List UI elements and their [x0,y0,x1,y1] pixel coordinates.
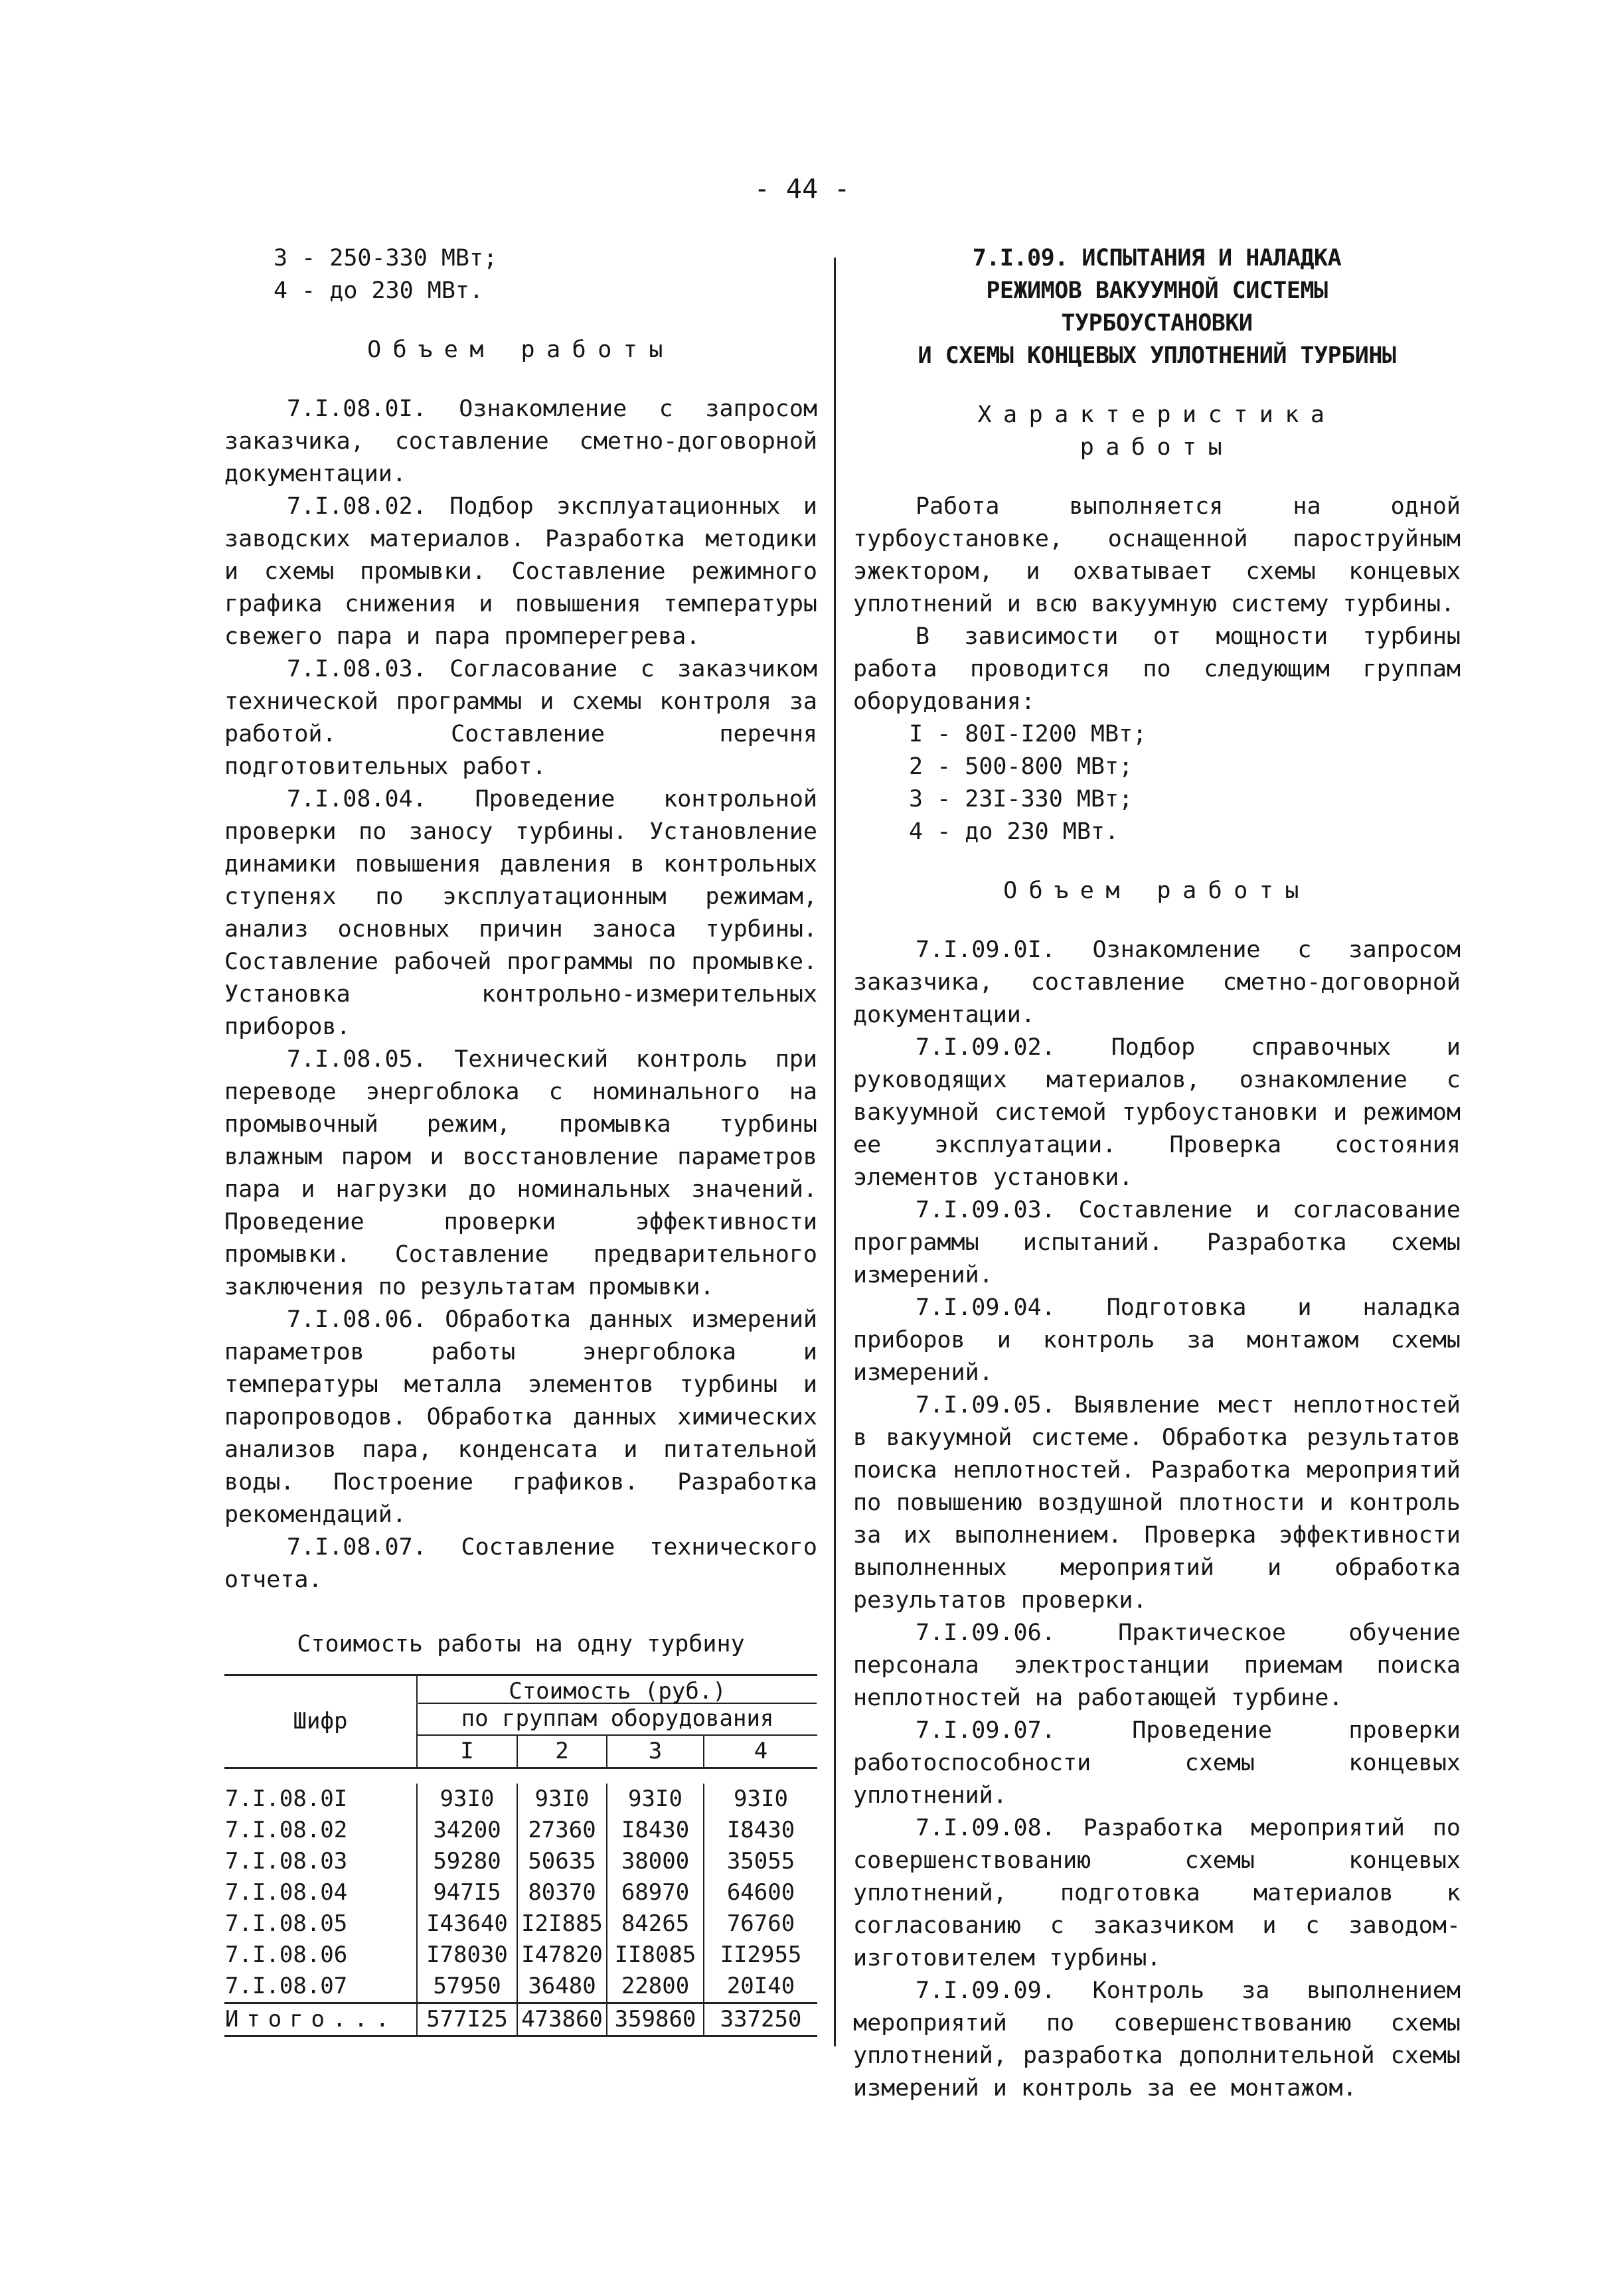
total-label: Итого... [225,2006,397,2032]
total-cost: 473860 [517,2003,607,2036]
total-cost: 577I25 [417,2003,517,2036]
table-caption: Стоимость работы на одну турбину [297,1631,745,1657]
row-cost: 27360 [517,1815,607,1846]
table-row [224,1877,817,1908]
row-cost: 35055 [704,1846,817,1877]
characteristic-heading: работы [1080,434,1234,461]
work-item: 7.I.08.02. Подбор эксплуатационных и заводских материалов. Разработка методики и схемы промывки. Составление режимного графика снижения и повышения температуры свежего пара и пара промперегрева. [224,493,817,650]
row-code: 7.I.08.05 [225,1910,348,1937]
work-item: 7.I.08.03. Согласование с заказчиком технической программы и схемы контроля за работой. Составление перечня подготовительных работ. [224,656,817,780]
work-item: 7.I.09.08. Разработка мероприятий по совершенствованию схемы концевых уплотнений, подготовка материалов к согласованию с заказчиком и с заводом-изготовителем турбины. [853,1815,1461,1971]
row-code: 7.I.08.07 [225,1973,348,1999]
work-item: 7.I.09.04. Подготовка и наладка приборов и контроль за монтажом схемы измерений. [853,1294,1461,1386]
table-row [224,1940,817,1971]
header-group-2: 2 [517,1735,607,1768]
row-cost: 93I0 [417,1784,517,1815]
work-item: 7.I.09.02. Подбор справочных и руководящих материалов, ознакомление с вакуумной системой турбоустановки и режимом ее эксплуатации. Проверка состояния элементов установки. [853,1034,1461,1191]
row-cost: 93I0 [704,1784,817,1815]
row-cost: II8085 [607,1940,704,1971]
row-cost: II2955 [704,1940,817,1971]
row-code: 7.I.08.02 [225,1817,348,1843]
row-cost: 50635 [517,1846,607,1877]
row-cost: 80370 [517,1877,607,1908]
right-column [853,242,1461,2105]
header-groups-label: по группам оборудования [418,1703,817,1734]
table-row [224,1908,817,1940]
row-cost: 20I40 [704,1971,817,2003]
row-cost: 64600 [704,1877,817,1908]
work-item: 7.I.08.06. Обработка данных измерений параметров работы энергоблока и температуры металла элементов турбины и паропроводов. Обработка данных химических анализов пара, конденсата и питательной воды. Построение графиков. Разработка рекомендаций. [224,1306,817,1528]
left-column [224,242,817,2037]
description-paragraph: В зависимости от мощности турбины работа проводится по следующим группам оборудования: [853,623,1461,715]
work-item: 7.I.08.04. Проведение контрольной проверки по заносу турбины. Установление динамики повышения давления в контрольных ступенях по эксплуатационным режимам, анализ основных причин заноса турбины. Составление рабочей программы по промывке. Установка контрольно-измерительных приборов. [224,786,817,1040]
row-cost: 84265 [607,1908,704,1940]
group-item: 4 - до 230 МВт. [909,818,1119,845]
row-code: 7.I.08.03 [225,1848,348,1875]
header-cost-label: Стоимость (руб.) [509,1678,726,1705]
row-cost: I43640 [417,1908,517,1940]
scope-heading: Объем работы [1003,878,1311,904]
total-cost: 337250 [704,2003,817,2036]
work-item: 7.I.09.07. Проведение проверки работоспособности схемы концевых уплотнений. [853,1717,1461,1809]
row-code: 7.I.08.04 [225,1879,348,1906]
row-cost: I8430 [607,1815,704,1846]
row-cost: I78030 [417,1940,517,1971]
table-row [224,1846,817,1877]
section-title: ТУРБОУСТАНОВКИ [1061,310,1253,337]
work-item: 7.I.09.03. Составление и согласование программы испытаний. Разработка схемы измерений. [853,1197,1461,1288]
row-cost: I2I885 [517,1908,607,1940]
page-number: - 44 - [754,174,850,204]
section-title: РЕЖИМОВ ВАКУУМНОЙ СИСТЕМЫ [986,277,1328,304]
scope-heading: Объем работы [367,337,675,363]
row-cost: 34200 [417,1815,517,1846]
row-cost: I47820 [517,1940,607,1971]
row-cost: I8430 [704,1815,817,1846]
group-item: I - 80I-I200 МВт; [909,721,1147,747]
header-group-4: 4 [704,1735,817,1768]
total-row [224,2003,817,2036]
work-item: 7.I.09.06. Практическое обучение персонала электростанции приемам поиска неплотностей на работающей турбине. [853,1620,1461,1711]
row-cost: 68970 [607,1877,704,1908]
table-row [224,1784,817,1815]
row-cost: 36480 [517,1971,607,2003]
table-row [224,1971,817,2003]
characteristic-heading: Характеристика [977,402,1336,428]
section-title: И СХЕМЫ КОНЦЕВЫХ УПЛОТНЕНИЙ ТУРБИНЫ [918,343,1396,369]
row-code: 7.I.08.0I [225,1786,348,1812]
total-cost: 359860 [607,2003,704,2036]
description-paragraph: Работа выполняется на одной турбоустановке, оснащенной пароструйным эжектором, и охватывает схемы концевых уплотнений и всю вакуумную систему турбины. [853,493,1461,617]
work-item: 7.I.09.09. Контроль за выполнением мероприятий по совершенствованию схемы уплотнений, разработка дополнительной схемы измерений и контроль за ее монтажом. [853,1977,1461,2102]
group-item: 2 - 500-800 МВт; [909,753,1133,780]
column-divider [834,258,836,2046]
work-item: 7.I.08.0I. Ознакомление с запросом заказчика, составление сметно-договорной документации. [224,396,817,487]
row-cost: 59280 [417,1846,517,1877]
work-item: 7.I.08.07. Составление технического отчета. [224,1534,817,1593]
work-item: 7.I.08.05. Технический контроль при переводе энергоблока с номинального на промывочный режим, промывка турбины влажным паром и восстановление параметров пара и нагрузки до номинальных значений. Проведение проверки эффективности промывки. Составление предварительного заключения по результатам промывки. [224,1046,817,1300]
header-group-1: I [417,1735,517,1768]
header-code: Шифр [293,1708,348,1734]
group-item: 3 - 250-330 МВт; [274,245,498,271]
group-item: 4 - до 230 МВт. [274,277,484,304]
row-cost: 38000 [607,1846,704,1877]
row-cost: 76760 [704,1908,817,1940]
row-cost: 57950 [417,1971,517,2003]
row-cost: 947I5 [417,1877,517,1908]
work-item: 7.I.09.0I. Ознакомление с запросом заказчика, составление сметно-договорной документации. [853,937,1461,1028]
cost-table [224,1674,817,2037]
header-group-3: 3 [607,1735,704,1768]
section-title: 7.I.09. ИСПЫТАНИЯ И НАЛАДКА [972,245,1342,271]
row-cost: 22800 [607,1971,704,2003]
work-item: 7.I.09.05. Выявление мест неплотностей в вакуумной системе. Обработка результатов поиска неплотностей. Разработка мероприятий по повышению воздушной плотности и контроль за их выполнением. Проверка эффективности выполненных мероприятий и обработка результатов проверки. [853,1392,1461,1614]
row-cost: 93I0 [517,1784,607,1815]
header-cost [417,1675,817,1736]
row-cost: 93I0 [607,1784,704,1815]
group-item: 3 - 23I-330 МВт; [909,786,1133,812]
row-code: 7.I.08.06 [225,1942,348,1968]
table-row [224,1815,817,1846]
